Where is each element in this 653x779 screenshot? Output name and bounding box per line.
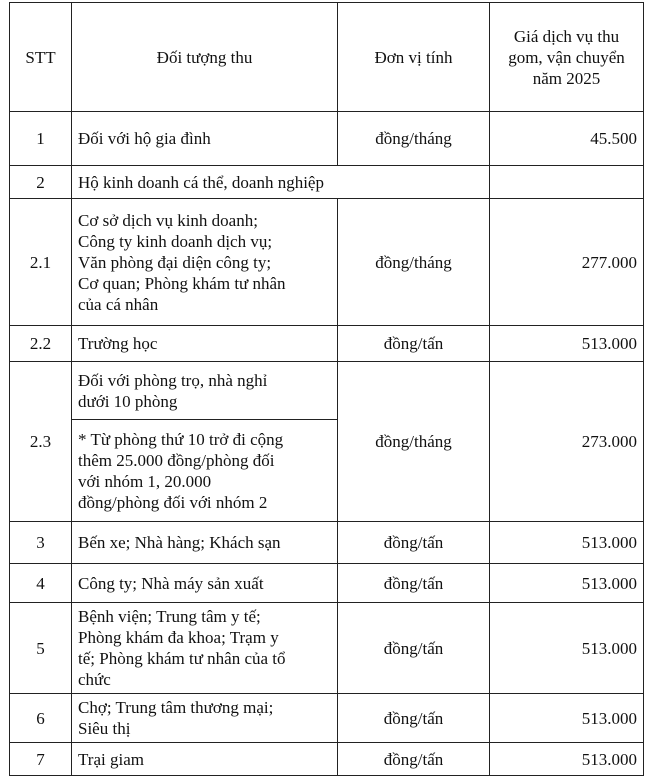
row-price [490, 166, 644, 199]
row-subject-note: * Từ phòng thứ 10 trở đi cộng thêm 25.000 đồng/phòng đối với nhóm 1, 20.000 đồng/phòng đối với nhóm 2 [72, 420, 338, 522]
row-price: 513.000 [490, 694, 644, 743]
row-stt: 7 [10, 743, 72, 776]
row-price: 513.000 [490, 603, 644, 694]
row-stt: 2 [10, 166, 72, 199]
row-unit: đồng/tấn [338, 743, 490, 776]
row-unit: đồng/tấn [338, 694, 490, 743]
row-price: 45.500 [490, 112, 644, 166]
row-stt: 2.3 [10, 362, 72, 522]
table-row [10, 603, 644, 694]
row-price: 273.000 [490, 362, 644, 522]
row-unit: đồng/tháng [338, 112, 490, 166]
table-row [10, 199, 644, 326]
row-price: 513.000 [490, 743, 644, 776]
row-price: 513.000 [490, 326, 644, 362]
header-stt: STT [10, 3, 72, 112]
table-header-row [10, 3, 644, 112]
row-unit: đồng/tháng [338, 362, 490, 522]
header-unit: Đơn vị tính [338, 3, 490, 112]
row-subject: Trại giam [72, 743, 338, 776]
row-subject: Đối với phòng trọ, nhà nghỉ dưới 10 phòng [72, 362, 338, 420]
row-unit: đồng/tháng [338, 199, 490, 326]
header-price: Giá dịch vụ thu gom, vận chuyển năm 2025 [490, 3, 644, 112]
table-row [10, 522, 644, 564]
table-row [10, 362, 644, 420]
row-stt: 4 [10, 564, 72, 603]
row-subject: Công ty; Nhà máy sản xuất [72, 564, 338, 603]
table-row [10, 112, 644, 166]
row-stt: 2.2 [10, 326, 72, 362]
row-stt: 2.1 [10, 199, 72, 326]
table-row [10, 166, 644, 199]
row-subject: Bến xe; Nhà hàng; Khách sạn [72, 522, 338, 564]
row-unit: đồng/tấn [338, 522, 490, 564]
row-unit: đồng/tấn [338, 603, 490, 694]
row-subject: Cơ sở dịch vụ kinh doanh; Công ty kinh doanh dịch vụ; Văn phòng đại diện công ty; Cơ quan; Phòng khám tư nhân của cá nhân [72, 199, 338, 326]
table-row [10, 743, 644, 776]
row-subject: Hộ kinh doanh cá thể, doanh nghiệp [72, 166, 490, 199]
row-unit: đồng/tấn [338, 564, 490, 603]
row-subject: Chợ; Trung tâm thương mại; Siêu thị [72, 694, 338, 743]
table-row [10, 564, 644, 603]
row-subject: Bệnh viện; Trung tâm y tế; Phòng khám đa khoa; Trạm y tế; Phòng khám tư nhân của tổ chức [72, 603, 338, 694]
row-price: 513.000 [490, 522, 644, 564]
row-subject: Trường học [72, 326, 338, 362]
table-row [10, 694, 644, 743]
row-subject: Đối với hộ gia đình [72, 112, 338, 166]
row-stt: 1 [10, 112, 72, 166]
row-price: 513.000 [490, 564, 644, 603]
row-stt: 5 [10, 603, 72, 694]
fee-table [9, 2, 644, 776]
row-unit: đồng/tấn [338, 326, 490, 362]
row-stt: 6 [10, 694, 72, 743]
header-subject: Đối tượng thu [72, 3, 338, 112]
row-stt: 3 [10, 522, 72, 564]
table-row [10, 326, 644, 362]
row-price: 277.000 [490, 199, 644, 326]
